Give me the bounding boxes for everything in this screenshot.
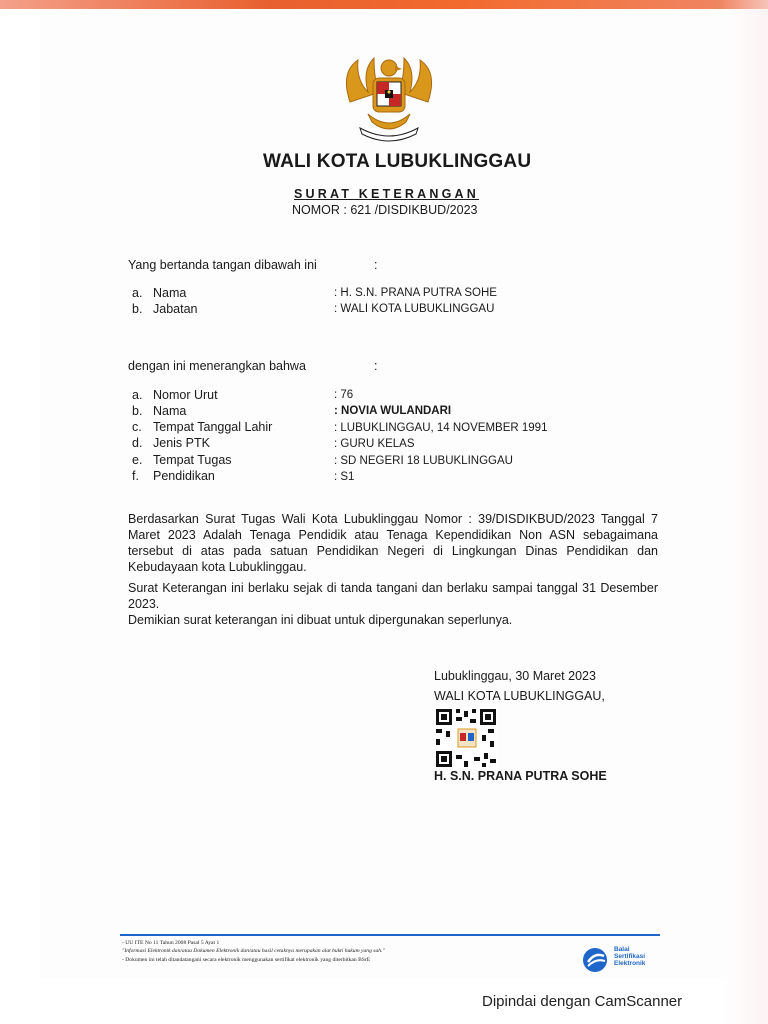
subject-intro: dengan ini menerangkan bahwa — [128, 359, 306, 373]
row-label: Tempat Tugas — [153, 453, 232, 467]
row-value: : GURU KELAS — [334, 438, 415, 450]
paragraph-validity: Surat Keterangan ini berlaku sejak di tanda tangani dan berlaku sampai tanggal 31 Desember 2023. — [128, 581, 658, 611]
row-label: Jenis PTK — [153, 436, 210, 450]
qr-code-icon — [434, 707, 498, 769]
row-label: Tempat Tanggal Lahir — [153, 420, 273, 434]
row-value: : H. S.N. PRANA PUTRA SOHE — [334, 287, 497, 299]
row-value: : SD NEGERI 18 LUBUKLINGGAU — [334, 455, 513, 467]
row-letter: f. — [132, 469, 139, 483]
paragraph-closing: Demikian surat keterangan ini dibuat untuk dipergunakan seperlunya. — [128, 613, 513, 627]
row-letter: a. — [132, 388, 143, 402]
row-letter: c. — [132, 420, 142, 434]
bsre-label — [614, 946, 645, 967]
row-label: Nomor Urut — [153, 388, 218, 402]
signer-name: H. S.N. PRANA PUTRA SOHE — [434, 769, 607, 783]
row-letter: b. — [132, 404, 143, 418]
bsre-label-line: Elektronik — [614, 960, 646, 967]
subject-intro-colon: : — [374, 359, 378, 373]
bsre-label-line: Sertifikasi — [614, 953, 646, 960]
signer-intro: Yang bertanda tangan dibawah ini — [128, 258, 317, 272]
row-letter: d. — [132, 436, 143, 450]
garuda-emblem-icon — [340, 52, 438, 144]
document-type: SURAT KETERANGAN — [294, 187, 479, 201]
signature-place-date: Lubuklinggau, 30 Maret 2023 — [434, 669, 596, 683]
footer-divider — [120, 934, 660, 936]
row-value: : LUBUKLINGGAU, 14 NOVEMBER 1991 — [334, 422, 548, 434]
camscanner-watermark: Dipindai dengan CamScanner — [482, 993, 683, 1010]
row-value: : WALI KOTA LUBUKLINGGAU — [334, 303, 495, 315]
document-number: NOMOR : 621 /DISDIKBUD/2023 — [292, 203, 478, 217]
signer-intro-colon: : — [374, 258, 378, 272]
row-label: Nama — [153, 286, 187, 300]
footer-esign-note: - Dokumen ini telah ditandatangani secara elektronik menggunakan sertifikat elektronik yang diterbitkan BSrE — [122, 957, 371, 963]
row-letter: b. — [132, 302, 143, 316]
bsre-logo-icon — [580, 946, 612, 974]
issuer-title: WALI KOTA LUBUKLINGGAU — [263, 151, 532, 172]
footer-law-quote: "Informasi Elektronik dan/atau Dokumen Elektronik dan/atau hasil cetaknya merupakan alat bukti hukum yang sah." — [122, 948, 385, 954]
row-label: Jabatan — [153, 302, 198, 316]
scan-top-edge — [0, 0, 768, 9]
row-label: Pendidikan — [153, 469, 215, 483]
row-value: : NOVIA WULANDARI — [334, 405, 452, 417]
row-letter: e. — [132, 453, 143, 467]
row-letter: a. — [132, 286, 143, 300]
row-value: : S1 — [334, 471, 355, 483]
bsre-label-line: Balai — [614, 946, 630, 953]
footer-law-ref: - UU ITE No 11 Tahun 2008 Pasal 5 Ayat 1 — [122, 940, 220, 946]
row-label: Nama — [153, 404, 187, 418]
row-value: : 76 — [334, 389, 354, 401]
paragraph-basis: Berdasarkan Surat Tugas Wali Kota Lubuklinggau Nomor : 39/DISDIKBUD/2023 Tanggal 7 Maret 2023 Adalah Tenaga Pendidik atau Tenaga Kependidikan Non ASN sebagaimana tersebut di atas pada satuan Pendidikan Negeri di Lingkungan Dinas Pendidikan dan Kebudayaan kota Lubuklinggau. — [128, 512, 658, 574]
signature-position: WALI KOTA LUBUKLINGGAU, — [434, 689, 605, 703]
